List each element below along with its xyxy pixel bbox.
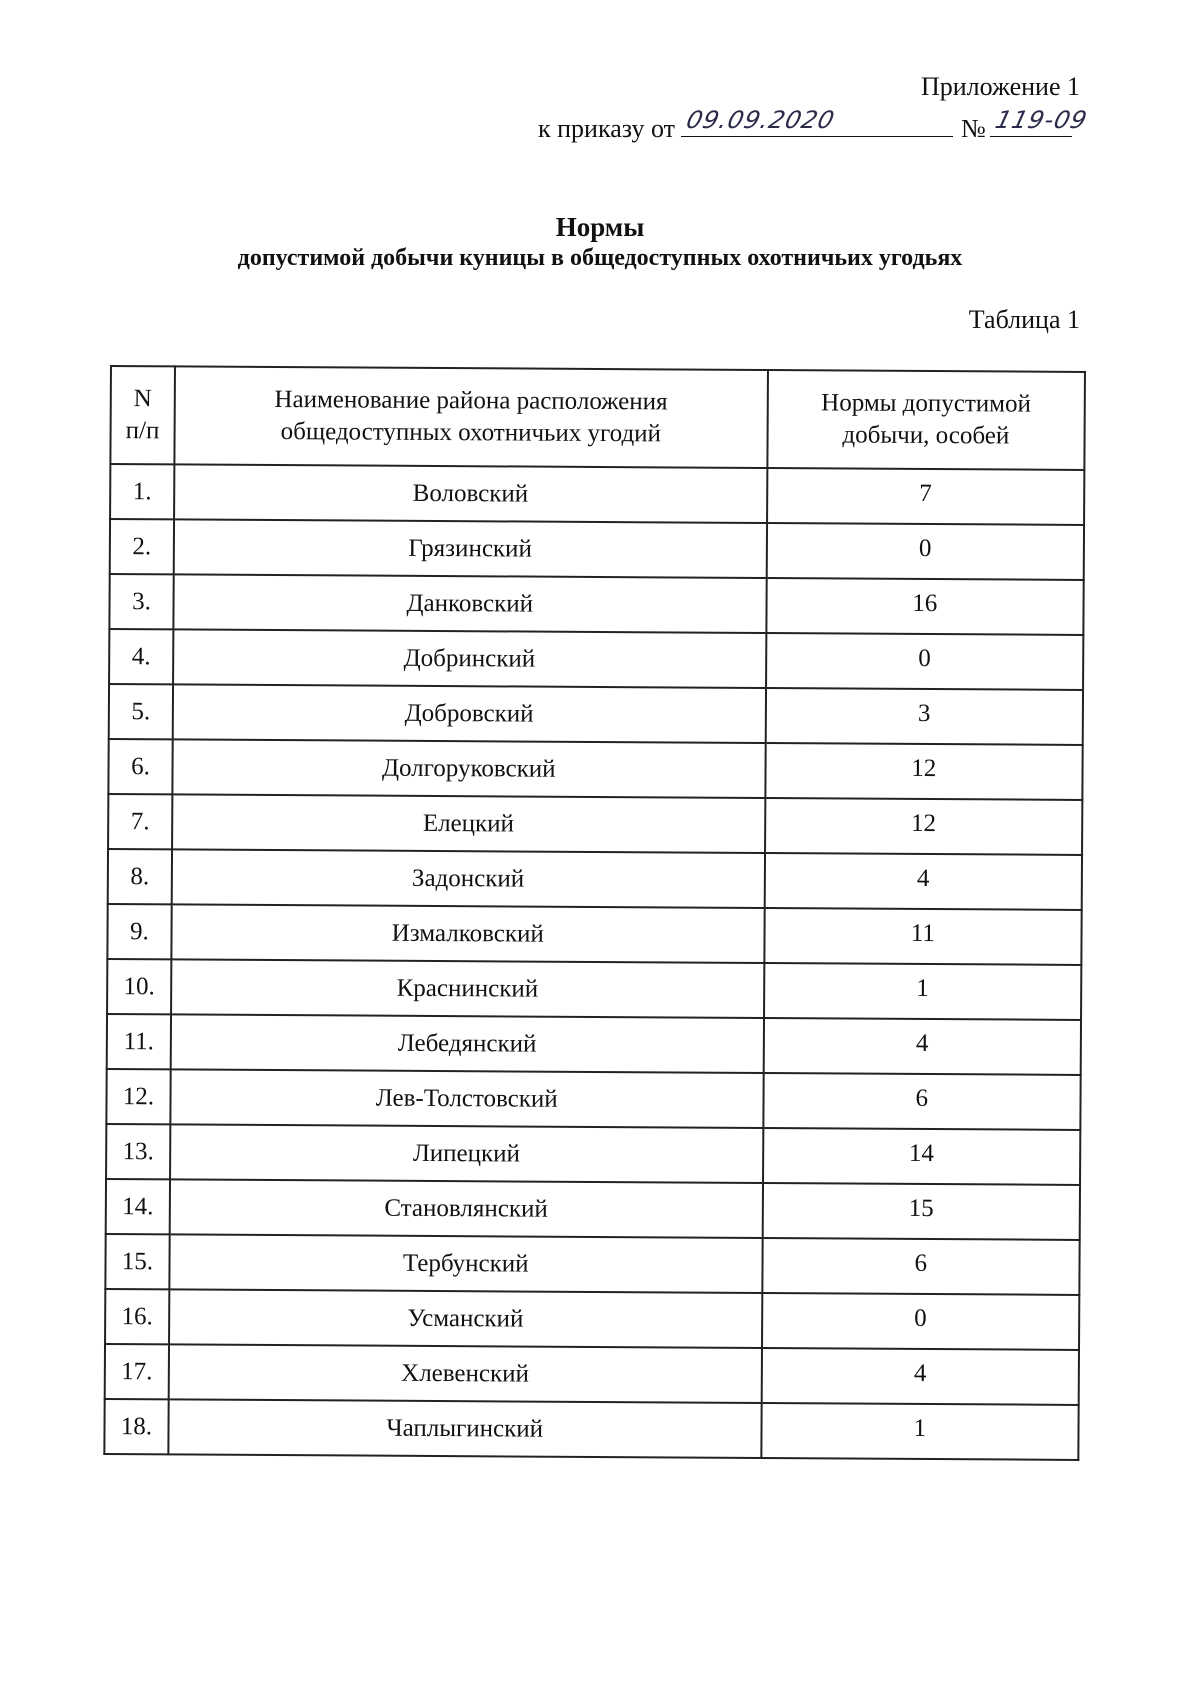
row-district: Тербунский <box>169 1234 762 1293</box>
row-district: Липецкий <box>170 1124 763 1183</box>
order-number-field <box>990 106 1091 137</box>
row-district: Добринский <box>173 629 766 688</box>
row-num: 12. <box>106 1069 170 1124</box>
norms-table <box>103 365 1086 1461</box>
table-row <box>109 629 1083 690</box>
row-norm: 14 <box>763 1128 1081 1185</box>
table-row <box>108 794 1082 855</box>
row-district: Лебедянский <box>171 1014 764 1073</box>
row-norm: 7 <box>767 468 1085 525</box>
row-norm: 12 <box>765 798 1083 855</box>
table-row <box>104 1399 1078 1460</box>
appendix-label: Приложение 1 <box>920 72 1080 101</box>
document-title: Нормы <box>555 212 645 242</box>
table-row <box>108 739 1082 800</box>
row-num: 16. <box>105 1289 169 1344</box>
row-norm: 16 <box>766 578 1084 635</box>
table-header-row <box>110 366 1085 470</box>
row-district: Лев-Толстовский <box>170 1069 763 1128</box>
row-num: 17. <box>105 1344 169 1399</box>
row-district: Задонский <box>172 849 765 908</box>
table-label: Таблица 1 <box>968 305 1080 334</box>
row-num: 10. <box>107 959 171 1014</box>
header-district-name: Наименование района расположения общедоступных охотничьих угодий <box>174 366 767 468</box>
row-norm: 1 <box>764 963 1082 1020</box>
header-norm: Нормы допустимой добычи, особей <box>767 370 1085 470</box>
table-row <box>107 1014 1081 1075</box>
row-num: 6. <box>108 739 172 794</box>
row-norm: 11 <box>764 908 1082 965</box>
table-row <box>106 1124 1080 1185</box>
order-reference <box>538 106 1091 144</box>
row-num: 14. <box>106 1179 170 1234</box>
table-row <box>105 1344 1079 1405</box>
table-row <box>106 1069 1080 1130</box>
table-row <box>105 1289 1079 1350</box>
order-date-handwritten: 09.09.2020 <box>683 106 838 134</box>
row-norm: 4 <box>761 1348 1079 1405</box>
row-num: 13. <box>106 1124 170 1179</box>
row-num: 3. <box>109 574 173 629</box>
row-norm: 3 <box>765 688 1083 745</box>
row-district: Краснинский <box>171 959 764 1018</box>
table-row <box>109 684 1083 745</box>
row-district: Измалковский <box>171 904 764 963</box>
table-row <box>108 849 1082 910</box>
row-district: Грязинский <box>174 519 767 578</box>
table-row <box>105 1234 1079 1295</box>
row-district: Долгоруковский <box>172 739 765 798</box>
row-district: Чаплыгинский <box>168 1399 761 1458</box>
row-district: Становлянский <box>170 1179 763 1238</box>
row-norm: 0 <box>766 523 1084 580</box>
order-date-field <box>681 106 953 137</box>
header-num: N п/п <box>110 366 174 464</box>
table-row <box>110 464 1084 525</box>
order-number-handwritten: 119-09 <box>992 106 1091 134</box>
row-district: Воловский <box>174 464 767 523</box>
row-norm: 6 <box>762 1238 1080 1295</box>
row-num: 8. <box>108 849 172 904</box>
row-district: Усманский <box>169 1289 762 1348</box>
row-norm: 15 <box>762 1183 1080 1240</box>
row-district: Хлевенский <box>169 1344 762 1403</box>
row-district: Елецкий <box>172 794 765 853</box>
row-norm: 0 <box>766 633 1084 690</box>
number-sign: № <box>960 114 986 143</box>
row-num: 9. <box>107 904 171 959</box>
row-num: 18. <box>104 1399 168 1454</box>
row-norm: 12 <box>765 743 1083 800</box>
row-num: 5. <box>109 684 173 739</box>
row-num: 1. <box>110 464 174 519</box>
row-district: Данковский <box>173 574 766 633</box>
row-num: 2. <box>110 519 174 574</box>
row-num: 4. <box>109 629 173 684</box>
row-norm: 0 <box>762 1293 1080 1350</box>
document-subtitle: допустимой добычи куницы в общедоступных охотничьих угодьях <box>237 245 963 271</box>
table-row <box>107 904 1081 965</box>
row-num: 11. <box>107 1014 171 1069</box>
row-district: Добровский <box>173 684 766 743</box>
table-row <box>109 574 1083 635</box>
row-num: 15. <box>105 1234 169 1289</box>
row-norm: 4 <box>763 1018 1081 1075</box>
row-norm: 4 <box>764 853 1082 910</box>
table-row <box>110 519 1084 580</box>
table-row <box>106 1179 1080 1240</box>
table-row <box>107 959 1081 1020</box>
order-prefix: к приказу от <box>538 114 675 143</box>
row-norm: 6 <box>763 1073 1081 1130</box>
row-num: 7. <box>108 794 172 849</box>
row-norm: 1 <box>761 1403 1079 1460</box>
